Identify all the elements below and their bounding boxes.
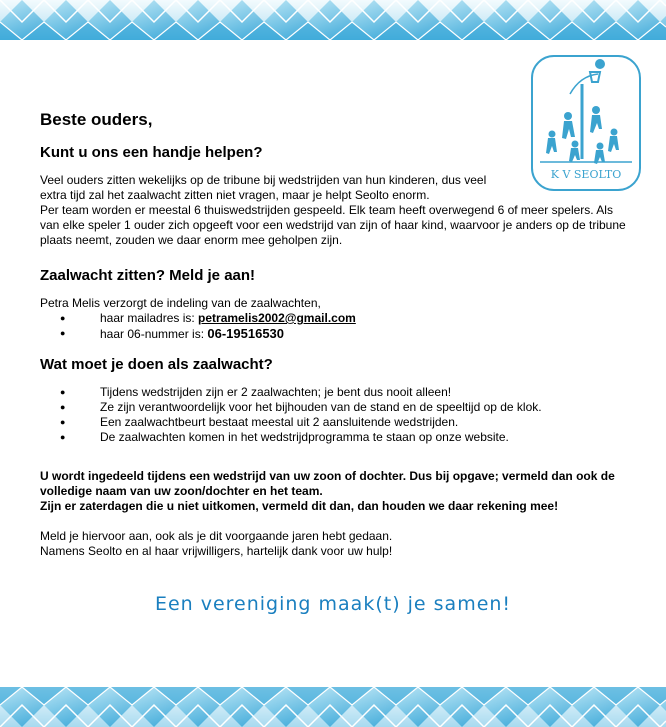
- help-heading: Kunt u ons een handje helpen?: [40, 144, 263, 161]
- closing-line-1: Meld je hiervoor aan, ook als je dit voorgaande jaren hebt gedaan.: [40, 529, 393, 543]
- duties-list: [40, 385, 630, 445]
- letter-content: [40, 110, 630, 559]
- signup-heading: Zaalwacht zitten? Meld je aan!: [40, 267, 256, 284]
- contact-list: [40, 311, 630, 342]
- closing-line-2: Namens Seolto en al haar vrijwilligers, hartelijk dank voor uw hulp!: [40, 544, 393, 558]
- notice-line-1: U wordt ingedeeld tijdens een wedstrijd van uw zoon of dochter. Dus bij opgave; vermeld dan ook de volledige naam van uw zoon/dochter en het team.: [40, 469, 615, 498]
- email-label: haar mailadres is:: [100, 311, 199, 325]
- duties-heading: Wat moet je doen als zaalwacht?: [40, 356, 273, 373]
- contact-email-item: [60, 311, 630, 326]
- intro-paragraph-2: Per team worden er meestal 6 thuiswedstrijden gespeeld. Elk team heeft overwegend 6 of meer spelers. Als van elke speler 1 ouder zich opgeeft voor een wedstrijd van zijn of haar kind, waarvoor je anders op de tribune plaats neemt, zouden we daar enorm mee geholpen zijn.: [40, 203, 626, 247]
- list-item: ● Ze zijn verantwoordelijk voor het bijhouden van de stand en de speeltijd op de klok.: [60, 400, 630, 415]
- slogan: Een vereniging maak(t) je samen!: [154, 593, 512, 615]
- list-item: ● Een zaalwachtbeurt bestaat meestal uit 2 aansluitende wedstrijden.: [60, 415, 630, 430]
- bottom-border-decoration: [0, 687, 666, 727]
- intro-paragraph-1: Veel ouders zitten wekelijks op de tribune bij wedstrijden van hun kinderen, dus veel extra tijd zal het zaalwacht zitten niet vragen, maar je helpt Seolto enorm.: [40, 173, 487, 202]
- list-item: ● Tijdens wedstrijden zijn er 2 zaalwachten; je bent dus nooit alleen!: [60, 385, 630, 400]
- phone-label: haar 06-nummer is:: [100, 327, 208, 341]
- email-link[interactable]: petramelis2002@gmail.com: [198, 311, 356, 325]
- greeting-heading: Beste ouders,: [40, 110, 153, 129]
- logo-text: K V SEOLTO: [550, 168, 622, 181]
- phone-number: 06-19516530: [207, 326, 285, 341]
- logo-ball: [595, 59, 605, 69]
- contact-phone-item: [60, 326, 630, 342]
- top-border-decoration: [0, 0, 666, 40]
- list-item: ● De zaalwachten komen in het wedstrijdprogramma te staan op onze website.: [60, 430, 630, 445]
- notice-line-2: Zijn er zaterdagen die u niet uitkomen, vermeld dit dan, dan houden we daar rekening mee!: [40, 499, 559, 513]
- signup-text: Petra Melis verzorgt de indeling van de zaalwachten,: [40, 296, 321, 310]
